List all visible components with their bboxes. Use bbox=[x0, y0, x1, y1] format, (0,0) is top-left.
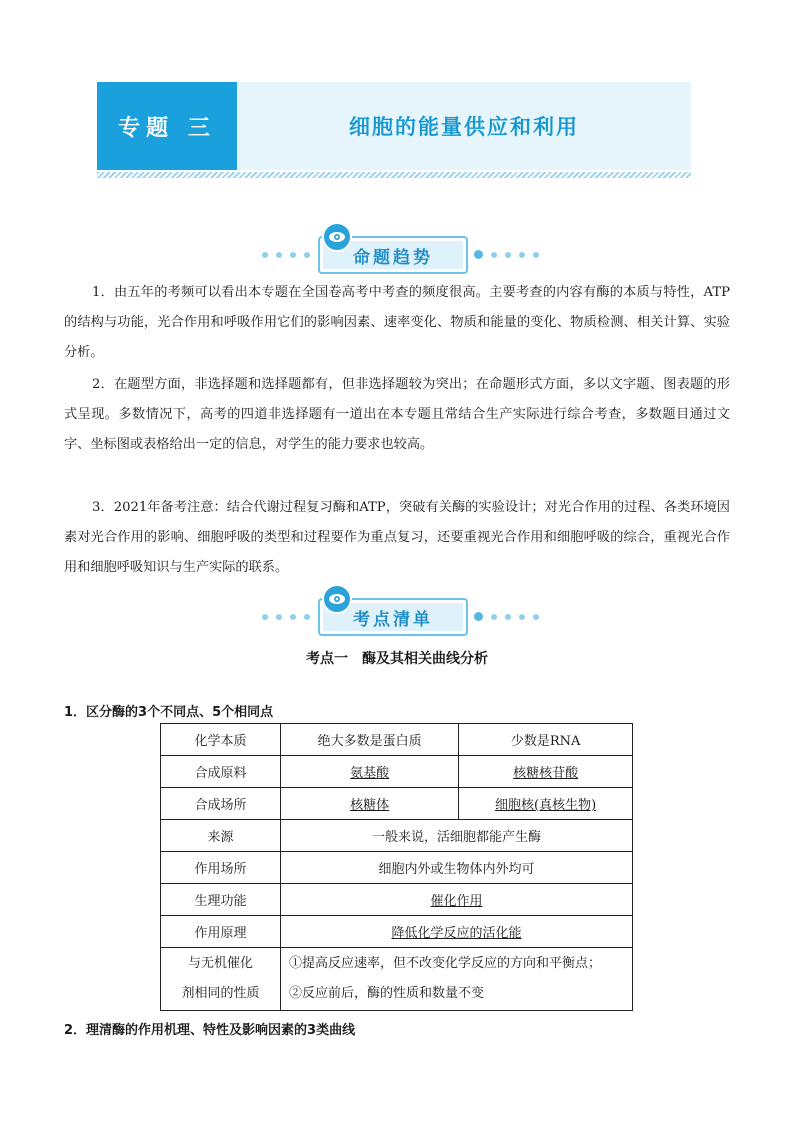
section-title: 命题趋势 bbox=[323, 241, 463, 269]
table-row bbox=[161, 948, 633, 1011]
table-row bbox=[161, 788, 633, 820]
eye-icon bbox=[322, 222, 352, 252]
table-cell: 氨基酸 bbox=[281, 756, 459, 788]
chapter-title: 细胞的能量供应和利用 bbox=[349, 115, 579, 139]
chapter-label: 专题 三 bbox=[97, 82, 237, 170]
table-row bbox=[161, 884, 633, 916]
chapter-banner bbox=[97, 82, 691, 170]
banner-divider bbox=[97, 172, 691, 178]
row-label: 合成场所 bbox=[161, 788, 281, 820]
table-cell: 少数是RNA bbox=[459, 724, 633, 756]
table-row bbox=[161, 852, 633, 884]
enzyme-comparison-table bbox=[160, 723, 633, 1011]
row-label: 作用原理 bbox=[161, 916, 281, 948]
table-cell: 绝大多数是蛋白质 bbox=[281, 724, 459, 756]
trend-paragraph-3: 3．2021年备考注意：结合代谢过程复习酶和ATP，突破有关酶的实验设计；对光合作用的过程、各类环境因素对光合作用的影响、细胞呼吸的类型和过程要作为重点复习，还要重视光合作用和细胞呼吸的综合，重视光合作用和细胞呼吸知识与生产实际的联系。 bbox=[64, 500, 730, 575]
table-row bbox=[161, 756, 633, 788]
item-heading-1: 1．区分酶的3个不同点、5个相同点 bbox=[64, 705, 274, 720]
section-badge-trend bbox=[0, 228, 794, 272]
row-label: 生理功能 bbox=[161, 884, 281, 916]
row-label: 与无机催化 剂相同的性质 bbox=[161, 948, 281, 1011]
row-label: 作用场所 bbox=[161, 852, 281, 884]
section-title: 考点清单 bbox=[323, 603, 463, 631]
trend-paragraph-2: 2．在题型方面，非选择题和选择题都有，但非选择题较为突出；在命题形式方面，多以文字题、图表题的形式呈现。多数情况下，高考的四道非选择题有一道出在本专题且常结合生产实际进行综合考查，多数题目通过文字、坐标图或表格给出一定的信息，对学生的能力要求也较高。 bbox=[64, 377, 730, 452]
table-cell: 核糖体 bbox=[281, 788, 459, 820]
table-row bbox=[161, 724, 633, 756]
row-label: 合成原料 bbox=[161, 756, 281, 788]
table-cell: 细胞内外或生物体内外均可 bbox=[281, 852, 633, 884]
decor-dots-right bbox=[474, 250, 539, 259]
table-cell: 降低化学反应的活化能 bbox=[281, 916, 633, 948]
trend-paragraph-1: 1．由五年的考频可以看出本专题在全国卷高考中考查的频度很高。主要考查的内容有酶的本质与特性，ATP的结构与功能，光合作用和呼吸作用它们的影响因素、速率变化、物质和能量的变化、物质检测、相关计算、实验分析。 bbox=[64, 285, 730, 360]
table-cell: 催化作用 bbox=[281, 884, 633, 916]
row-label: 化学本质 bbox=[161, 724, 281, 756]
table-cell: 一般来说，活细胞都能产生酶 bbox=[281, 820, 633, 852]
table-cell: 细胞核(真核生物) bbox=[459, 788, 633, 820]
decor-dots-right bbox=[474, 612, 539, 621]
row-label: 来源 bbox=[161, 820, 281, 852]
section-badge-points bbox=[0, 590, 794, 634]
table-row bbox=[161, 820, 633, 852]
table-row bbox=[161, 916, 633, 948]
point-title: 考点一 酶及其相关曲线分析 bbox=[306, 651, 488, 667]
eye-icon bbox=[322, 584, 352, 614]
item-heading-2: 2．理清酶的作用机理、特性及影响因素的3类曲线 bbox=[64, 1023, 356, 1038]
table-cell: ①提高反应速率，但不改变化学反应的方向和平衡点； ②反应前后，酶的性质和数量不变 bbox=[281, 948, 633, 1011]
table-cell: 核糖核苷酸 bbox=[459, 756, 633, 788]
